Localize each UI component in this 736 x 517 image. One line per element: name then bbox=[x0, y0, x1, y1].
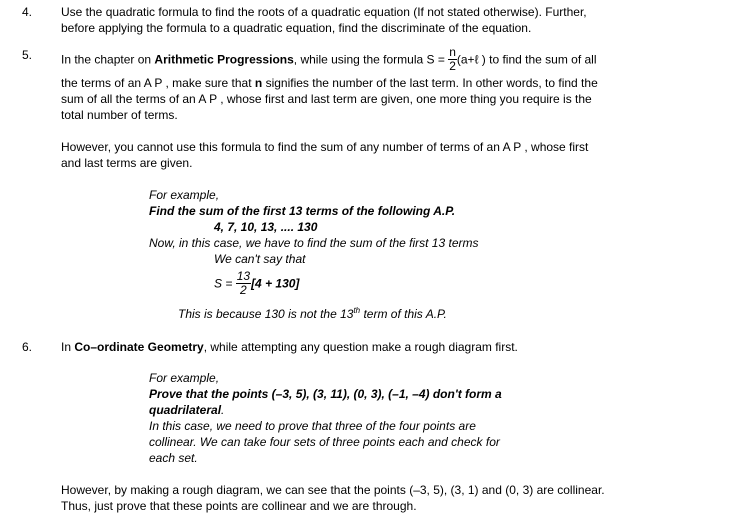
example-sequence: 4, 7, 10, 13, .... 130 bbox=[214, 220, 318, 234]
item-5-intro-text-2: , while using the formula S = bbox=[293, 52, 445, 67]
item-number-4: 4. bbox=[22, 5, 33, 19]
item-5-intro-text: In the chapter on bbox=[61, 52, 155, 67]
sum-denominator: 2 bbox=[240, 283, 247, 297]
question-period: . bbox=[221, 403, 225, 417]
example-6-explain-line-3: each set. bbox=[149, 451, 198, 465]
example-6-explain-line-1: In this case, we need to prove that three of the four points are bbox=[149, 419, 476, 433]
example-note: Now, in this case, we have to find the sum of the first 13 terms bbox=[149, 236, 479, 250]
item-5-para2-line-2: and last terms are given. bbox=[61, 156, 193, 170]
item-5-intro bbox=[61, 47, 597, 74]
s-equals: S = bbox=[214, 276, 233, 291]
item-4-line-1: Use the quadratic formula to find the roots of a quadratic equation (If not stated otherwise). Further, bbox=[61, 5, 587, 19]
example-6-question-line-1: Prove that the points (–3, 5), (3, 11), (0, 3), (–1, –4) don't form a bbox=[149, 387, 502, 401]
line-2-text-2: signifies the number of the last term. In other words, to find the bbox=[262, 76, 598, 90]
item-5-line-4: total number of terms. bbox=[61, 108, 178, 122]
coordinate-geometry-term: Co–ordinate Geometry bbox=[74, 340, 204, 354]
reason-text-2: term of this A.P. bbox=[360, 307, 447, 321]
example-question: Find the sum of the first 13 terms of the following A.P. bbox=[149, 204, 456, 218]
example-reason bbox=[178, 306, 447, 322]
item-5-para2-line-1: However, you cannot use this formula to find the sum of any number of terms of an A P , whose first bbox=[61, 140, 589, 154]
arithmetic-progressions-term: Arithmetic Progressions bbox=[154, 52, 294, 67]
sum-bracket: [4 + 130] bbox=[251, 276, 300, 291]
superscript-th: th bbox=[353, 306, 361, 315]
fraction-numerator: n bbox=[449, 45, 456, 59]
quadrilateral-word: quadrilateral bbox=[149, 403, 222, 417]
n-bold: n bbox=[254, 76, 263, 90]
item-6-intro-text-2: , while attempting any question make a rough diagram first. bbox=[203, 340, 518, 354]
sum-formula bbox=[214, 271, 299, 298]
item-5-line-2 bbox=[61, 75, 598, 91]
reason-text: This is because 130 is not the 13 bbox=[178, 307, 354, 321]
example-6-question-line-2 bbox=[149, 402, 224, 418]
item-6-intro-text: In bbox=[61, 340, 75, 354]
example-label: For example, bbox=[149, 188, 220, 202]
example-6-label: For example, bbox=[149, 371, 220, 385]
item-5-line-3: sum of all the terms of an A P , whose first and last term are given, one more thing you require is the bbox=[61, 92, 592, 106]
item-number-6: 6. bbox=[22, 340, 33, 354]
fraction-denominator: 2 bbox=[449, 59, 456, 73]
line-2-text: the terms of an A P , make sure that bbox=[61, 76, 255, 90]
n-over-2-fraction bbox=[448, 46, 457, 73]
item-number-5: 5. bbox=[22, 48, 33, 62]
item-6-intro bbox=[61, 339, 518, 355]
example-6-explain-line-2: collinear. We can take four sets of three points each and check for bbox=[149, 435, 500, 449]
13-over-2-fraction bbox=[236, 270, 251, 297]
formula-tail: (a+ℓ ) to find the sum of all bbox=[456, 52, 597, 67]
sum-numerator: 13 bbox=[236, 269, 251, 283]
item-6-conclusion-line-2: Thus, just prove that these points are collinear and we are through. bbox=[61, 499, 417, 513]
item-6-conclusion-line-1: However, by making a rough diagram, we can see that the points (–3, 5), (3, 1) and (0, 3) are collinear. bbox=[61, 483, 605, 497]
example-cant-say: We can't say that bbox=[214, 252, 306, 266]
item-4-line-2: before applying the formula to a quadratic equation, find the discriminate of the equation. bbox=[61, 21, 532, 35]
